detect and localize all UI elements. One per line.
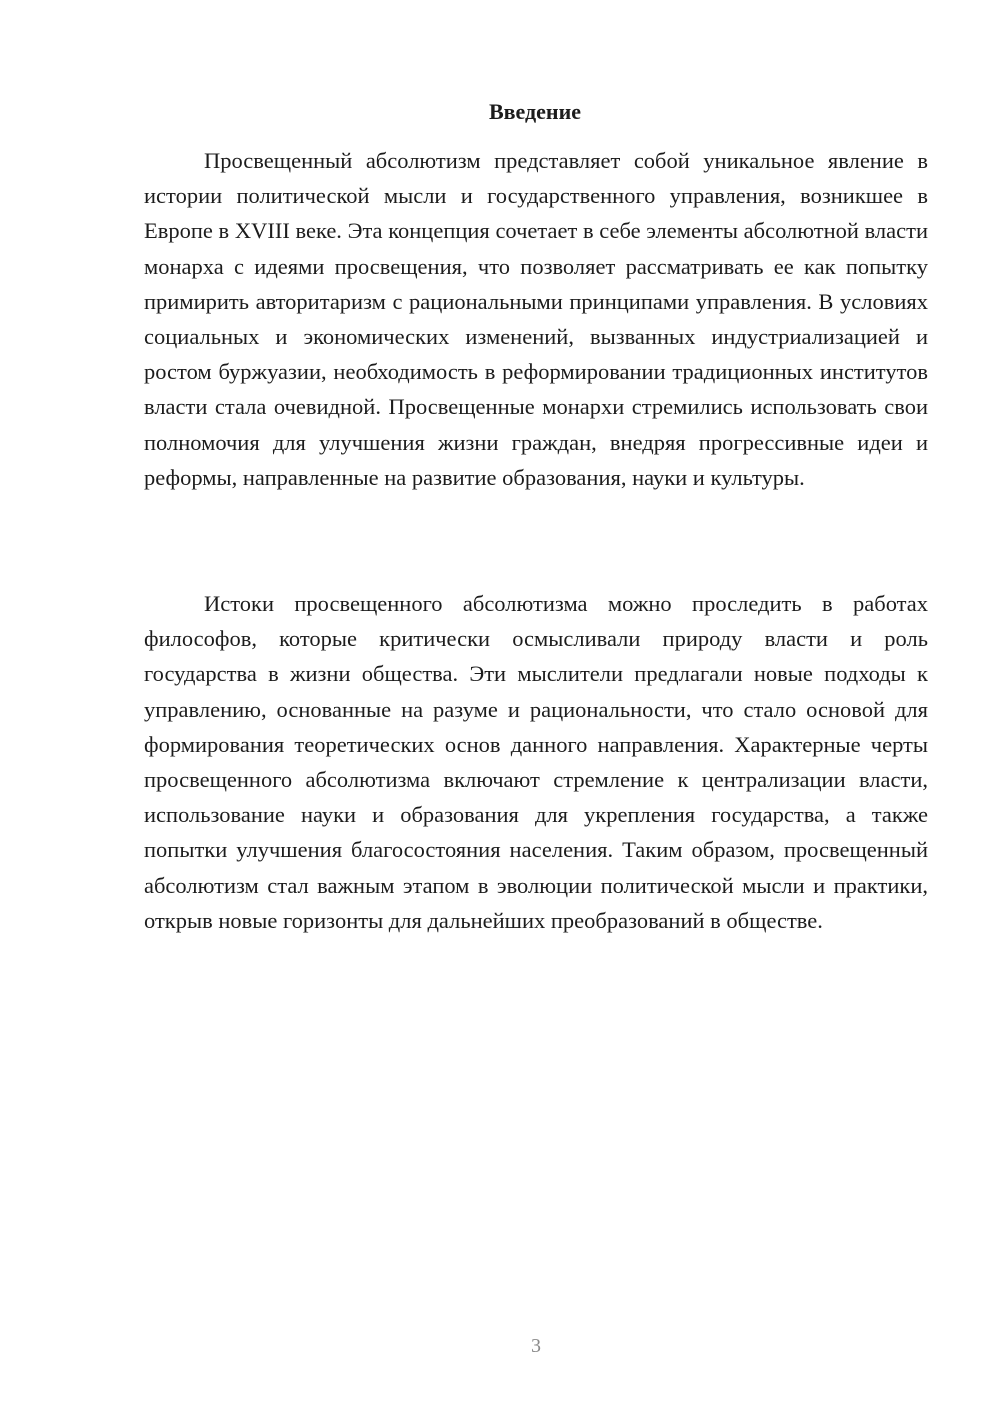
section-heading: Введение	[488, 99, 582, 124]
body-paragraph-1: Просвещенный абсолютизм представляет собой уникальное явление в истории политической мысли и государственного управления, возникшее в Европе в XVIII веке. Эта концепция сочетает в себе элементы абсолютной власти монарха с идеями просвещения, что позволяет рассматривать ее как попытку примирить авторитаризм с рациональными принципами управления. В условиях социальных и экономических изменений, вызванных индустриализацией и ростом буржуазии, необходимость в реформировании традиционных институтов власти стала очевидной. Просвещенные монархи стремились использовать свои полномочия для улучшения жизни граждан, внедряя прогрессивные идеи и реформы, направленные на развитие образования, науки и культуры.	[144, 148, 928, 490]
page-number: 3	[531, 1335, 541, 1357]
body-paragraph-2: Истоки просвещенного абсолютизма можно проследить в работах философов, которые критически осмысливали природу власти и роль государства в жизни общества. Эти мыслители предлагали новые подходы к управлению, основанные на разуме и рациональности, что стало основой для формирования теоретических основ данного направления. Характерные черты просвещенного абсолютизма включают стремление к централизации власти, использование науки и образования для укрепления государства, а также попытки улучшения благосостояния населения. Таким образом, просвещенный абсолютизм стал важным этапом в эволюции политической мысли и практики, открыв новые горизонты для дальнейших преобразований в обществе.	[144, 591, 928, 933]
